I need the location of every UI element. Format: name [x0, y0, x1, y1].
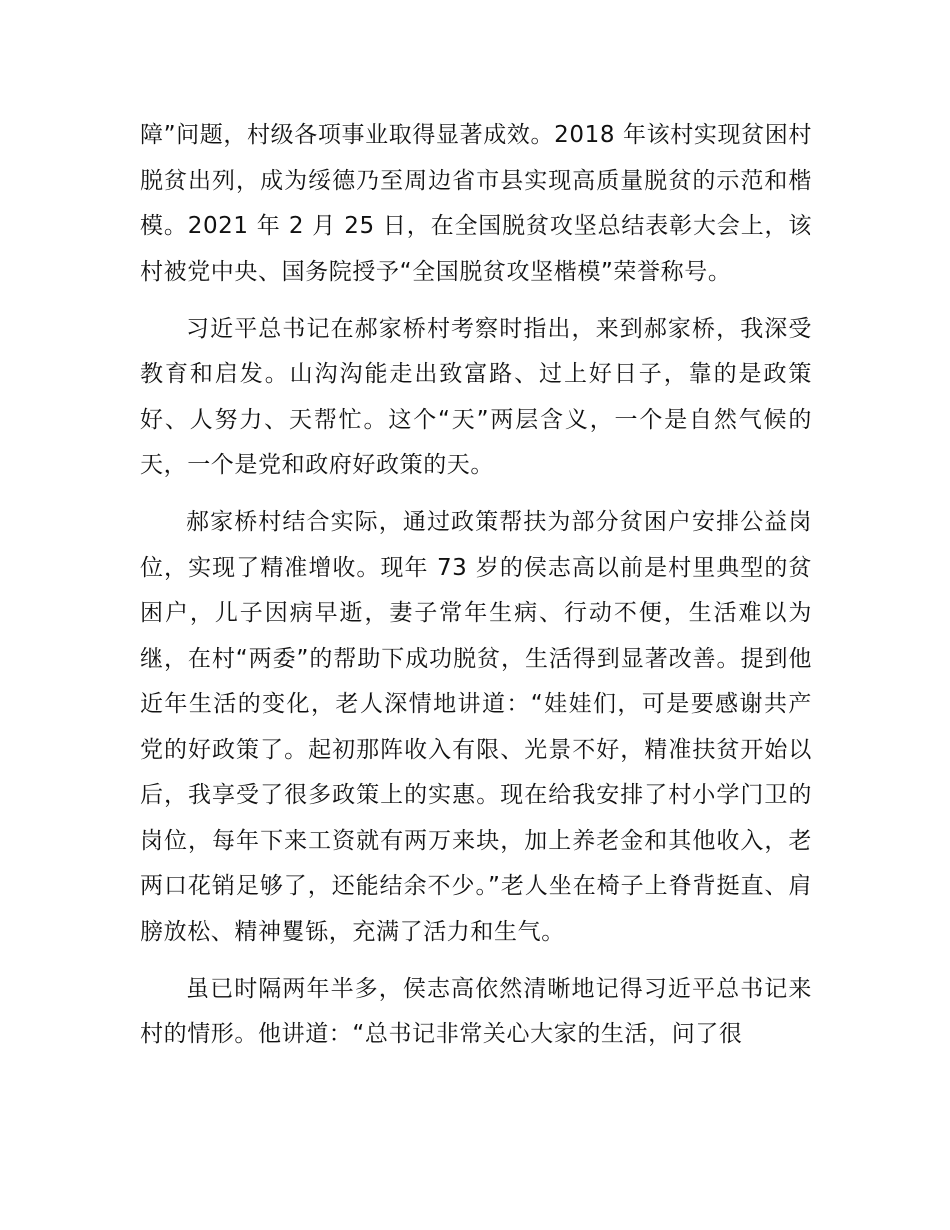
paragraph-1: 障”问题，村级各项事业取得显著成效。2018 年该村实现贫困村脱贫出列，成为绥德乃至周边省市县实现高质量脱贫的示范和楷模。2021 年 2 月 25 日，在全国脱贫攻坚总结表彰大会上，该村被党中央、国务院授予“全国脱贫攻坚楷模”荣誉称号。 — [140, 122, 812, 285]
paragraph-3: 郝家桥村结合实际，通过政策帮扶为部分贫困户安排公益岗位，实现了精准增收。现年 73 岁的侯志高以前是村里典型的贫困户，儿子因病早逝，妻子常年生病、行动不便，生活难以为继，在村“两委”的帮助下成功脱贫，生活得到显著改善。提到他近年生活的变化，老人深情地讲道：“娃娃们，可是要感谢共产党的好政策了。起初那阵收入有限、光景不好，精准扶贫开始以后，我享受了很多政策上的实惠。现在给我安排了村小学门卫的岗位，每年下来工资就有两万来块，加上养老金和其他收入，老两口花销足够了，还能结余不少。”老人坐在椅子上脊背挺直、肩膀放松、精神矍铄，充满了活力和生气。 — [140, 509, 812, 945]
paragraph-2: 习近平总书记在郝家桥村考察时指出，来到郝家桥，我深受教育和启发。山沟沟能走出致富路、过上好日子，靠的是政策好、人努力、天帮忙。这个“天”两层含义，一个是自然气候的天，一个是党和政府好政策的天。 — [140, 315, 812, 478]
document-body — [140, 113, 812, 1069]
paragraph-4: 虽已时隔两年半多，侯志高依然清晰地记得习近平总书记来村的情形。他讲道：“总书记非常关心大家的生活，问了很 — [140, 975, 812, 1047]
